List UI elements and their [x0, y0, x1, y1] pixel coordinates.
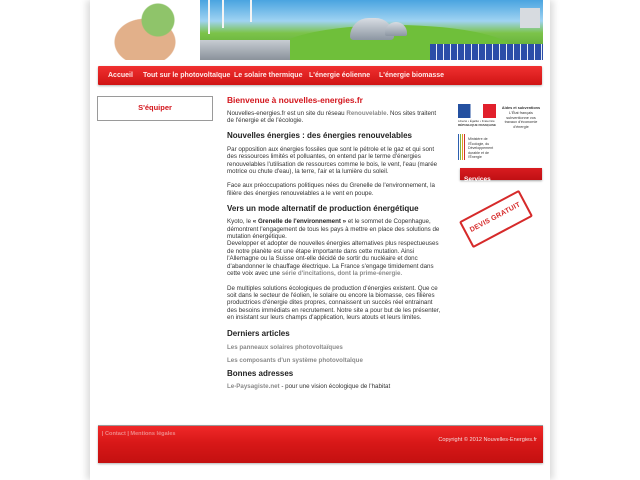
dam-shape	[200, 40, 290, 60]
article-link[interactable]: Les composants d'un système photovoltaïque	[227, 356, 363, 364]
separator: |	[102, 431, 106, 437]
marianne-flag-icon	[458, 104, 496, 118]
rf-logo-text	[458, 119, 496, 127]
section-heading-renouvelables: Nouvelles énergies : des énergies renouvelables	[227, 130, 412, 140]
intro-text: Nouvelles-energies.fr est un site du réseau	[227, 110, 347, 117]
paragraph-solutions: De multiples solutions écologiques de production d'énergies existent. Que ce soit dans le secteur de l'éolien, le solaire ou encore la biomasse, ces filières productrices d'énergie dites propres, connaissent un succès réel entrainant des besoins immédiats en recrutement. Notre site a pour but de les présenter, en insistant sur leurs champs d'application, leurs atouts et leurs limites.	[227, 284, 441, 322]
nav-item-accueil[interactable]: Accueil	[108, 72, 133, 79]
aides-title: Aides et subventions	[501, 106, 541, 110]
main-nav	[98, 66, 542, 85]
separator: |	[125, 431, 131, 437]
services-label: Services	[464, 176, 491, 183]
globe-in-hands-image	[100, 0, 200, 60]
paragraph-opposition: Par opposition aux énergies fossiles que sont le pétrole et le gaz et qui sont des ressources limités et polluantes, on entend par le terme d'énergies renouvelables l'utilisation de ressources comme le bois, le vent, l'eau (marée motrice ou chute d'eau), la terre, l'air et la lumière du soleil.	[227, 145, 438, 176]
page-container	[90, 0, 550, 480]
paragraph-kyoto	[227, 218, 441, 277]
section-heading-mode-alternatif: Vers un mode alternatif de production énergétique	[227, 204, 419, 214]
wind-turbine-icon	[250, 0, 252, 22]
aides-block	[500, 106, 542, 130]
wind-turbine-icon	[222, 0, 224, 28]
footer-links	[102, 431, 175, 437]
factory-shape	[520, 8, 540, 28]
period: .	[400, 270, 403, 278]
ministry-stripes-icon	[458, 134, 466, 160]
welcome-title: Bienvenue à nouvelles-energies.fr	[227, 95, 363, 105]
mentions-legales-link[interactable]: Mentions légales	[130, 431, 176, 437]
contact-link[interactable]: Contact	[105, 431, 126, 437]
aides-text: L'État français subventionne vos travaux d'économie d'énergie	[504, 110, 538, 130]
nav-item-biomasse[interactable]: L'énergie biomasse	[379, 72, 445, 79]
rf-motto: Liberté • Égalité • Fraternité	[458, 119, 495, 123]
prime-energie-link[interactable]: série d'incitations, dont la prime-énergie	[281, 270, 401, 278]
main-content	[227, 95, 441, 391]
article-link[interactable]: Les panneaux solaires photovoltaïques	[227, 343, 343, 351]
services-header	[460, 168, 542, 183]
ministry-text: Ministère de l'Écologie, du Développement durable et de l'Énergie	[468, 137, 494, 159]
copyright-text: Copyright © 2012 Nouvelles-Energies.fr	[438, 437, 537, 443]
paysagiste-link[interactable]: Le-Paysagiste.net	[227, 383, 280, 391]
equip-box[interactable]	[97, 96, 213, 121]
wind-turbine-icon	[208, 0, 210, 34]
paragraph-grenelle: Face aux préoccupations politiques nées du Grenelle de l'environnement, la filière des énergies renouvelables a le vent en poupe.	[227, 182, 435, 197]
ministry-logo[interactable]	[458, 134, 502, 162]
intro-text-end: . Nos sites traitent de l'énergie et de l'écologie.	[227, 110, 437, 125]
address-line	[227, 383, 441, 390]
kyoto-text: Kyoto, le	[227, 218, 253, 226]
renouvelable-link[interactable]: Renouvelable	[346, 110, 387, 117]
section-heading-derniers-articles: Derniers articles	[227, 328, 290, 338]
footer	[98, 425, 543, 463]
devis-gratuit-stamp[interactable]	[459, 190, 533, 248]
address-text: - pour une vision écologique de l'habitat	[279, 383, 391, 391]
intro-paragraph	[227, 110, 441, 125]
header-banner	[100, 0, 543, 60]
kyoto-text-end: et le sommet de Copenhague, démontrent l'engagement de tous les pays à mettre en place des solutions de mutation énergétique.	[227, 218, 440, 241]
developper-text: Developper et adopter de nouvelles énergies alternatives plus respectueuses de notre planète est une étape importante dans cette mutation. Ainsi l'Allemagne ou la Suisse ont-elle décidé de sortir du nucléaire et donc d'abandonner le chauffage électrique. La France s'engage timidement dans cette voix avec une	[227, 240, 439, 278]
rf-name: RÉPUBLIQUE FRANÇAISE	[458, 123, 497, 127]
solar-panels-shape	[430, 44, 543, 60]
nav-item-photovoltaique[interactable]: Tout sur le photovoltaïque	[143, 72, 231, 79]
equip-label: S'équiper	[138, 103, 172, 112]
nav-item-solaire-thermique[interactable]: Le solaire thermique	[234, 72, 303, 79]
grenelle-bold: « Grenelle de l'environnement »	[252, 218, 347, 226]
nav-item-eolienne[interactable]: L'énergie éolienne	[309, 72, 371, 79]
stamp-label: DEVIS GRATUIT	[468, 201, 522, 234]
section-heading-bonnes-adresses: Bonnes adresses	[227, 369, 294, 379]
republique-francaise-logo[interactable]	[458, 104, 496, 130]
